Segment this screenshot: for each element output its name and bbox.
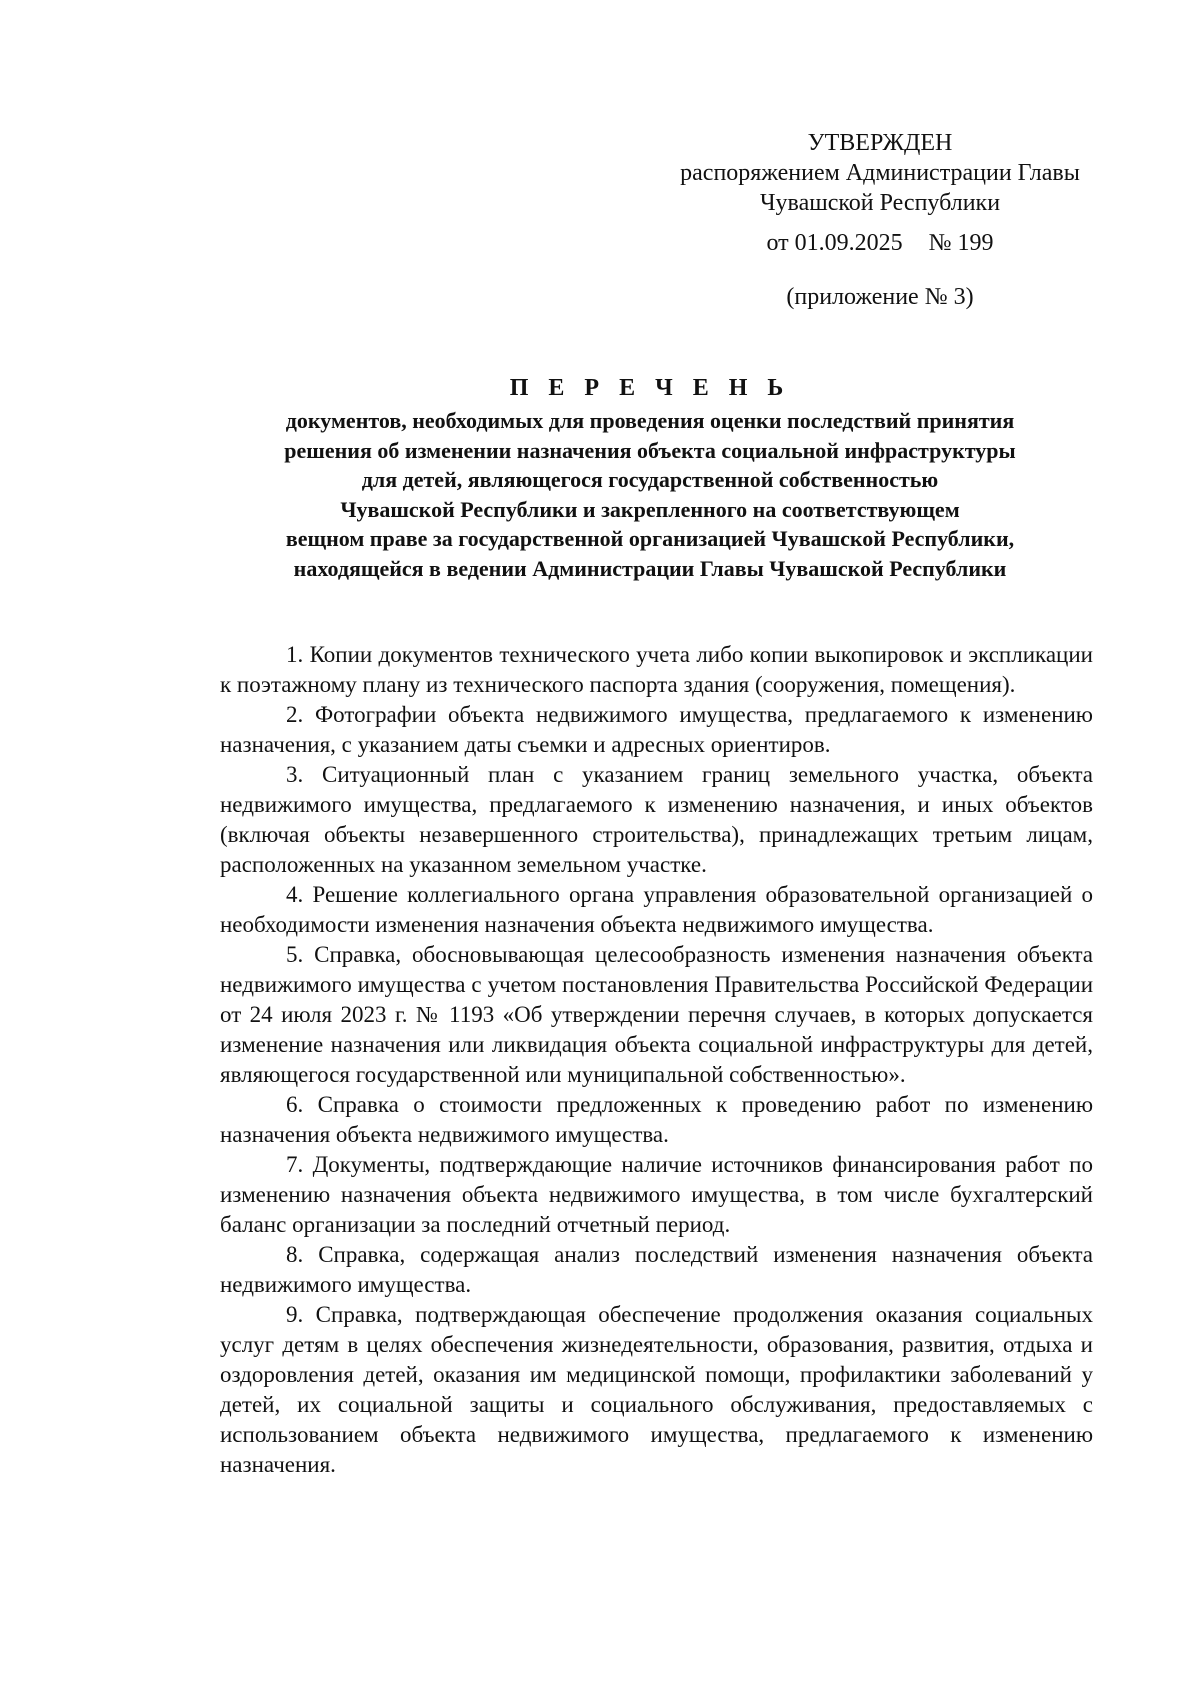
list-item: 8. Справка, содержащая анализ последствий изменения назначения объекта недвижимого имущества. (220, 1242, 1093, 1297)
document-list (220, 640, 1093, 1480)
approval-title: УТВЕРЖДЕН (807, 130, 953, 156)
approval-issuer: распоряжением Администрации Главы (680, 160, 1080, 186)
document-title: П Е Р Е Ч Е Н Ь (509, 375, 791, 401)
approval-stamp-block (660, 128, 1100, 312)
subtitle-line: решения об изменении назначения объекта социальной инфраструктуры (284, 437, 1016, 463)
list-item: 5. Справка, обосновывающая целесообразность изменения назначения объекта недвижимого имущества с учетом постановления Правительства Российской Федерации от 24 июля 2023 г. № 1193 «Об утверждении перечня случаев, в которых допускается изменение назначения или ликвидация объекта социальной инфраструктуры для детей, являющегося государственной или муниципальной собственностью». (220, 942, 1093, 1087)
list-item: 4. Решение коллегиального органа управления образовательной организацией о необходимости изменения назначения объекта недвижимого имущества. (220, 882, 1093, 937)
subtitle-line: находящейся в ведении Администрации Главы Чувашской Республики (293, 555, 1007, 581)
subtitle-line: для детей, являющегося государственной собственностью (361, 467, 939, 493)
subtitle-line: документов, необходимых для проведения оценки последствий принятия (285, 408, 1015, 433)
list-item: 6. Справка о стоимости предложенных к проведению работ по изменению назначения объекта недвижимого имущества. (220, 1092, 1093, 1147)
approval-region: Чувашской Республики (759, 190, 1001, 216)
list-item: 3. Ситуационный план с указанием границ земельного участка, объекта недвижимого имущества, предлагаемого к изменению назначения, и иных объектов (включая объекты незавершенного строительства), принадлежащих третьим лицам, расположенных на указанном земельном участке. (220, 762, 1093, 877)
subtitle-line: Чувашской Республики и закрепленного на соответствующем (340, 496, 960, 522)
document-heading (210, 372, 1090, 584)
list-item: 2. Фотографии объекта недвижимого имущества, предлагаемого к изменению назначения, с указанием даты съемки и адресных ориентиров. (220, 702, 1093, 757)
approval-date-line (660, 228, 1100, 258)
document-subtitle (210, 406, 1090, 584)
list-item: 9. Справка, подтверждающая обеспечение продолжения оказания социальных услуг детям в целях обеспечения жизнедеятельности, образования, развития, отдыха и оздоровления детей, оказания им медицинской помощи, профилактики заболеваний у детей, их социальной защиты и социального обслуживания, предоставляемых с использованием объекта недвижимого имущества, предлагаемого к изменению назначения. (220, 1302, 1093, 1477)
approval-number: № 199 (928, 230, 994, 256)
list-item: 7. Документы, подтверждающие наличие источников финансирования работ по изменению назначения объекта недвижимого имущества, в том числе бухгалтерский баланс организации за последний отчетный период. (220, 1152, 1093, 1237)
subtitle-line: вещном праве за государственной организацией Чувашской Республики, (285, 526, 1015, 552)
approval-date: от 01.09.2025 (766, 230, 903, 256)
approval-appendix: (приложение № 3) (786, 284, 974, 310)
list-item: 1. Копии документов технического учета либо копии выкопировок и экспликации к поэтажному плану из технического паспорта здания (сооружения, помещения). (220, 642, 1093, 697)
